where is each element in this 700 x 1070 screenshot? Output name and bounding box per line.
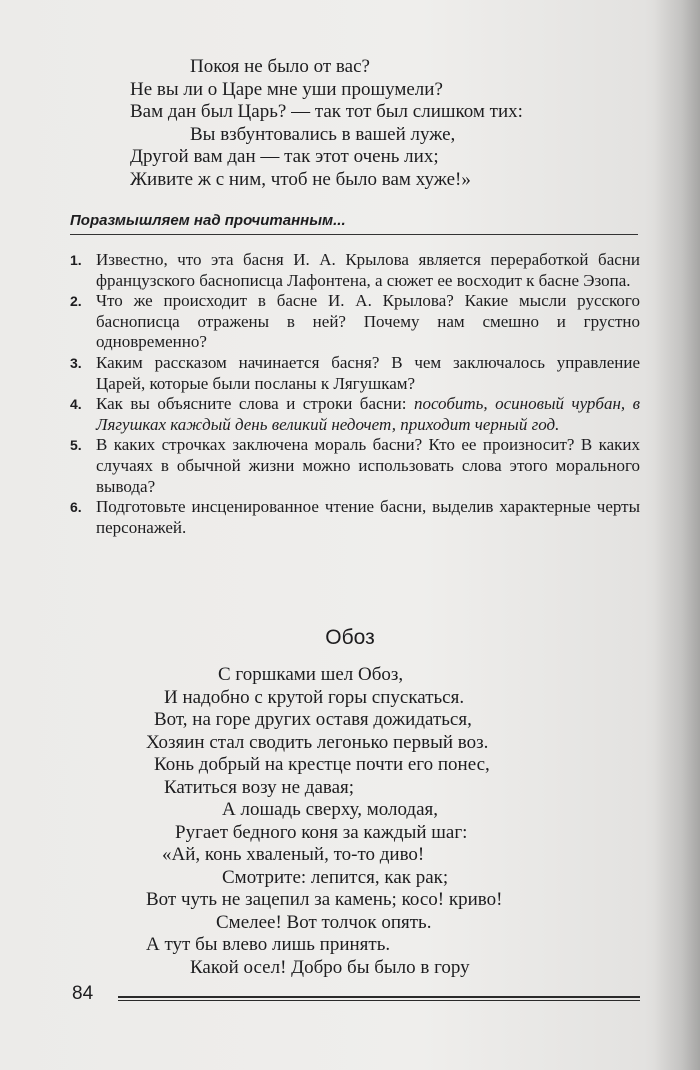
fable-title: Обоз (325, 626, 375, 649)
fable-verse (0, 664, 700, 979)
verse-line: С горшками шел Обоз, (218, 664, 404, 685)
question-item: 3. Каким рассказом начинается басня? В чем заключалось управление Царей, которые были посланы к Лягушкам? (70, 352, 640, 393)
question-number: 6. (70, 499, 82, 516)
verse-line: Вам дан был Царь? — так тот был слишком тих: (130, 101, 523, 122)
question-number: 5. (70, 437, 82, 454)
section-heading: Поразмышляем над прочитанным... (70, 212, 638, 235)
question-item: 1. Известно, что эта басня И. А. Крылова является переработкой басни французского баснописца Лафонтена, а сюжет ее восходит к басне Эзопа. (70, 250, 640, 290)
question-item: 5. В каких строчках заключена мораль басни? Кто ее произносит? В каких случаях в обычной жизни можно использовать слова этого морального вывода? (70, 435, 640, 496)
question-item: 6. Подготовьте инсценированное чтение басни, выделив характерные черты персонажей. (70, 497, 640, 537)
verse-line: Другой вам дан — так этот очень лих; (130, 146, 439, 167)
verse-line: Конь добрый на крестце почти его понес, (154, 754, 490, 775)
verse-line: Вы взбунтовались в вашей луже, (190, 123, 456, 145)
question-number: 1. (70, 252, 82, 268)
verse-line: Катиться возу не давая; (164, 776, 355, 798)
verse-line: А лошадь сверху, молодая, (222, 799, 438, 820)
fable-ending-verse (0, 56, 700, 191)
verse-line: Ругает бедного коня за каждый шаг: (175, 821, 468, 843)
verse-line: Смотрите: лепится, как рак; (222, 866, 449, 888)
verse-line: Не вы ли о Царе мне уши прошумели? (130, 78, 443, 100)
verse-line: Вот чуть не зацепил за камень; косо! криво! (146, 889, 503, 910)
question-number: 4. (70, 396, 82, 413)
verse-line: Живите ж с ним, чтоб не было вам хуже!» (130, 168, 471, 190)
question-number: 3. (70, 354, 82, 371)
verse-line: Хозяин стал сводить легонько первый воз. (146, 731, 489, 753)
question-number: 2. (70, 293, 82, 310)
page-number: 84 (72, 983, 94, 1004)
verse-line: «Ай, конь хваленый, то-то диво! (162, 844, 425, 865)
question-item: 2. Что же происходит в басне И. А. Крылова? Какие мысли русского баснописца отражены в ней? Почему нам смешно и грустно одновременно? (70, 291, 640, 352)
verse-line: И надобно с крутой горы спускаться. (164, 686, 465, 708)
verse-line: Вот, на горе других оставя дожидаться, (154, 709, 472, 730)
verse-line: Покоя не было от вас? (190, 56, 370, 77)
verse-line: А тут бы влево лишь принять. (146, 934, 391, 955)
footer-rule (118, 996, 640, 1001)
question-list (70, 250, 640, 538)
quoted-words: пособить, осиновый чурбан, в Лягушках каждый день великий недочет, приходит черный год. (96, 394, 640, 434)
question-item: 4. Как вы объясните слова и строки басни: пособить, осиновый чурбан, в Лягушках каждый день великий недочет, приходит черный год. (70, 394, 640, 434)
verse-line: Какой осел! Добро бы было в гору (190, 956, 470, 978)
verse-line: Смелее! Вот толчок опять. (216, 911, 432, 933)
